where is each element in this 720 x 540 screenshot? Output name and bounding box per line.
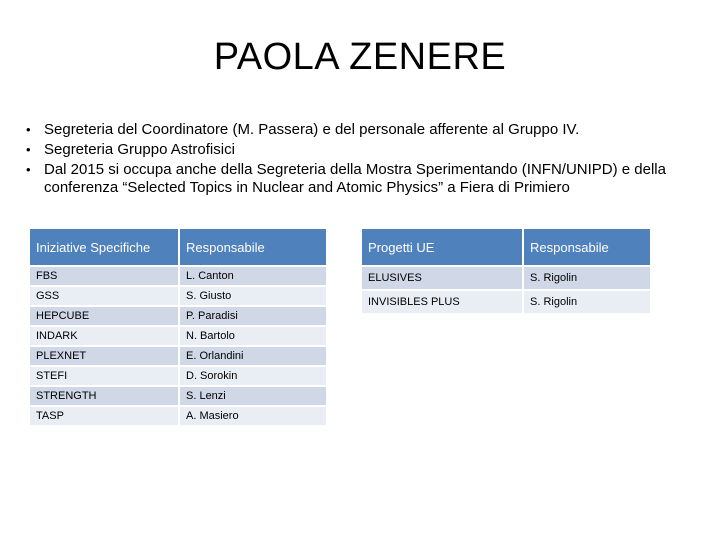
initiatives-table: [28, 227, 328, 427]
table-cell: ELUSIVES: [362, 267, 522, 289]
bullet-list: [28, 121, 708, 199]
table-row: [30, 327, 326, 345]
column-header: Iniziative Specifiche: [30, 229, 178, 265]
table-cell: L. Canton: [180, 267, 326, 285]
table-row: [30, 367, 326, 385]
table-row: [362, 291, 650, 313]
page-title: PAOLA ZENERE: [213, 36, 507, 78]
table-cell: S. Lenzi: [180, 387, 326, 405]
table-row: [362, 267, 650, 289]
table-cell: GSS: [30, 287, 178, 305]
table-cell: S. Rigolin: [524, 267, 650, 289]
column-header: Responsabile: [180, 229, 326, 265]
table-row: [30, 387, 326, 405]
table-cell: INDARK: [30, 327, 178, 345]
table-cell: HEPCUBE: [30, 307, 178, 325]
table-cell: INVISIBLES PLUS: [362, 291, 522, 313]
table-row: [30, 407, 326, 425]
bullet-item: • Segreteria Gruppo Astrofisici: [28, 141, 708, 159]
table-row: [30, 307, 326, 325]
table-cell: N. Bartolo: [180, 327, 326, 345]
table-cell: STRENGTH: [30, 387, 178, 405]
table-header-row: [30, 229, 326, 265]
table-cell: A. Masiero: [180, 407, 326, 425]
eu-projects-table: [360, 227, 652, 315]
table-header-row: [362, 229, 650, 265]
table-cell: STEFI: [30, 367, 178, 385]
table-row: [30, 347, 326, 365]
table-cell: PLEXNET: [30, 347, 178, 365]
table-cell: S. Rigolin: [524, 291, 650, 313]
table-cell: P. Paradisi: [180, 307, 326, 325]
column-header: Progetti UE: [362, 229, 522, 265]
column-header: Responsabile: [524, 229, 650, 265]
table-cell: FBS: [30, 267, 178, 285]
table-row: [30, 267, 326, 285]
table-cell: TASP: [30, 407, 178, 425]
table-cell: D. Sorokin: [180, 367, 326, 385]
bullet-item: • Dal 2015 si occupa anche della Segreteria della Mostra Sperimentando (INFN/UNIPD) e della conferenza “Selected Topics in Nuclear and Atomic Physics” a Fiera di Primiero: [28, 161, 708, 197]
table-row: [30, 287, 326, 305]
table-cell: E. Orlandini: [180, 347, 326, 365]
table-cell: S. Giusto: [180, 287, 326, 305]
bullet-item: • Segreteria del Coordinatore (M. Passera) e del personale afferente al Gruppo IV.: [28, 121, 708, 139]
